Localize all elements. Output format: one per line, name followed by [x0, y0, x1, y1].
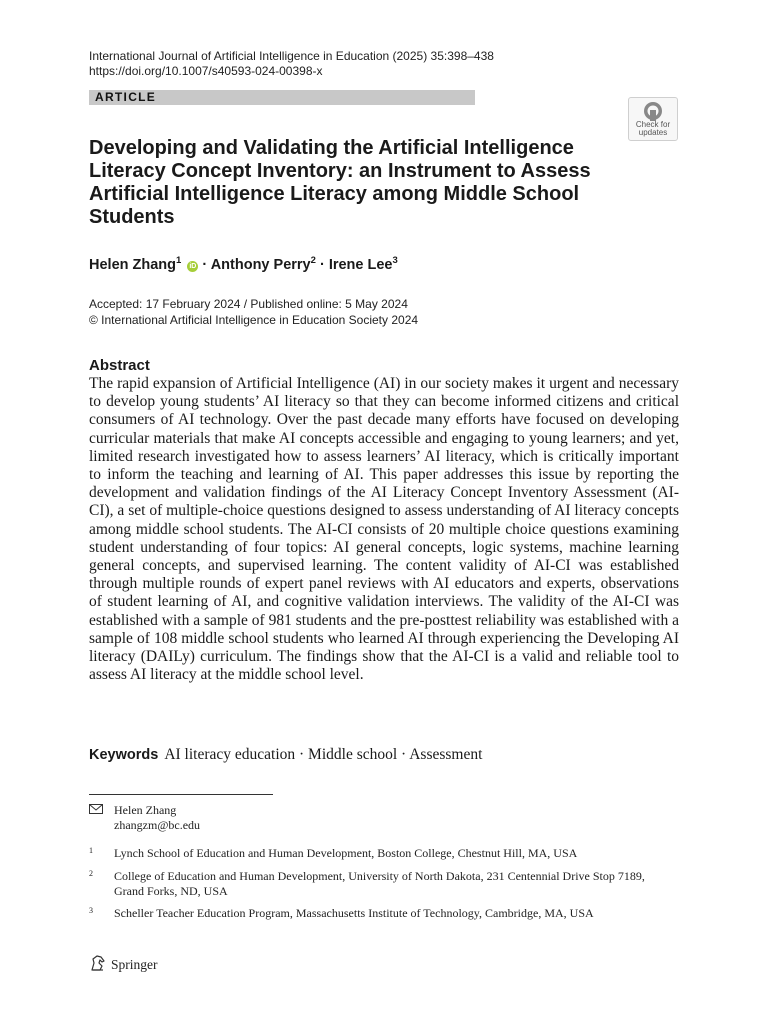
affiliation-item [89, 846, 649, 861]
keywords-label: Keywords [89, 747, 159, 763]
corresponding-author [89, 803, 200, 833]
check-updates-line2: updates [638, 128, 668, 137]
author-separator: · [198, 256, 211, 273]
doi-link[interactable]: https://doi.org/10.1007/s40593-024-00398-x [89, 64, 323, 78]
publisher-name: Springer [111, 957, 158, 972]
springer-horse-icon [89, 954, 107, 972]
envelope-icon [89, 804, 103, 814]
check-updates-icon [643, 101, 663, 121]
author-affiliation-marker: 2 [310, 255, 316, 266]
footnote-divider [89, 794, 273, 795]
keywords-line [89, 746, 482, 764]
accepted-published-line: Accepted: 17 February 2024 / Published online: 5 May 2024 [89, 297, 408, 311]
author-affiliation-marker: 3 [392, 255, 398, 266]
check-updates-line1: Check for [635, 120, 671, 129]
affiliation-number: 3 [89, 906, 93, 915]
affiliation-text: College of Education and Human Development, University of North Dakota, 231 Centennial Drive Stop 7189, Grand Forks, ND, USA [114, 869, 645, 898]
affiliation-text: Lynch School of Education and Human Development, Boston College, Chestnut Hill, MA, USA [114, 846, 578, 860]
paper-title: Developing and Validating the Artificial Intelligence Literacy Concept Inventory: an Instrument to Assess Artificial Intelligence Literacy among Middle School Students [89, 137, 591, 228]
affiliation-number: 1 [89, 846, 93, 855]
affiliation-item [89, 869, 649, 899]
abstract-text: The rapid expansion of Artificial Intelligence (AI) in our society makes it urgent and necessary to develop young students’ AI literacy so that they can become informed citizens and critical consumers of AI technology. Over the past decade many efforts have focused on developing curricular materials that make AI concepts accessible and engaging to young learners; and yet, limited research investigated how to assess learners’ AI literacy, which is critically important to inform the teaching and learning of AI. This paper addresses this issue by reporting the development and validation findings of the AI Literacy Concept Inventory Assessment (AI-CI), a set of multiple-choice questions designed to assess understanding of AI literacy concepts among middle school students. The AI-CI consists of 20 multiple choice questions examining student understanding of four topics: AI general concepts, logic systems, machine learning general concepts, and supervised learning. The content validity of AI-CI was established through multiple rounds of expert panel reviews with AI educators and experts, observations of student learning of AI, and cognitive validation interviews. The validity of the AI-CI was established with a sample of 981 students and the pre-posttest reliability was established with a sample of 108 middle school students who learned AI through experiencing the Developing AI literacy (DAILy) curriculum. The findings show that the AI-CI is a valid and reliable tool to assess AI literacy at the middle school level. [89, 375, 679, 684]
check-for-updates-badge[interactable] [628, 97, 678, 141]
author-separator: · [315, 256, 329, 273]
keywords-text: AI literacy education · Middle school · Assessment [164, 746, 483, 763]
copyright-line: © International Artificial Intelligence in Education Society 2024 [89, 313, 419, 327]
journal-header [89, 49, 494, 79]
article-type-bar: ARTICLE [89, 90, 475, 105]
corresponding-author-email[interactable]: zhangzm@bc.edu [114, 818, 201, 832]
orcid-icon[interactable]: iD [189, 262, 197, 270]
affiliation-number: 2 [89, 869, 93, 878]
abstract-heading: Abstract [89, 357, 150, 374]
affiliation-text: Scheller Teacher Education Program, Massachusetts Institute of Technology, Cambridge, MA, USA [114, 906, 594, 920]
publisher-logo[interactable] [89, 954, 158, 973]
author-name[interactable]: Helen Zhang [89, 256, 177, 273]
publication-dates [89, 296, 418, 328]
author-affiliation-marker: 1 [176, 255, 182, 266]
journal-citation: International Journal of Artificial Intelligence in Education (2025) 35:398–438 [89, 49, 494, 63]
affiliation-item [89, 906, 649, 921]
author-name[interactable]: Irene Lee [328, 256, 393, 273]
author-name[interactable]: Anthony Perry [210, 256, 311, 273]
author-list [89, 255, 398, 273]
corresponding-author-name: Helen Zhang [114, 803, 177, 817]
